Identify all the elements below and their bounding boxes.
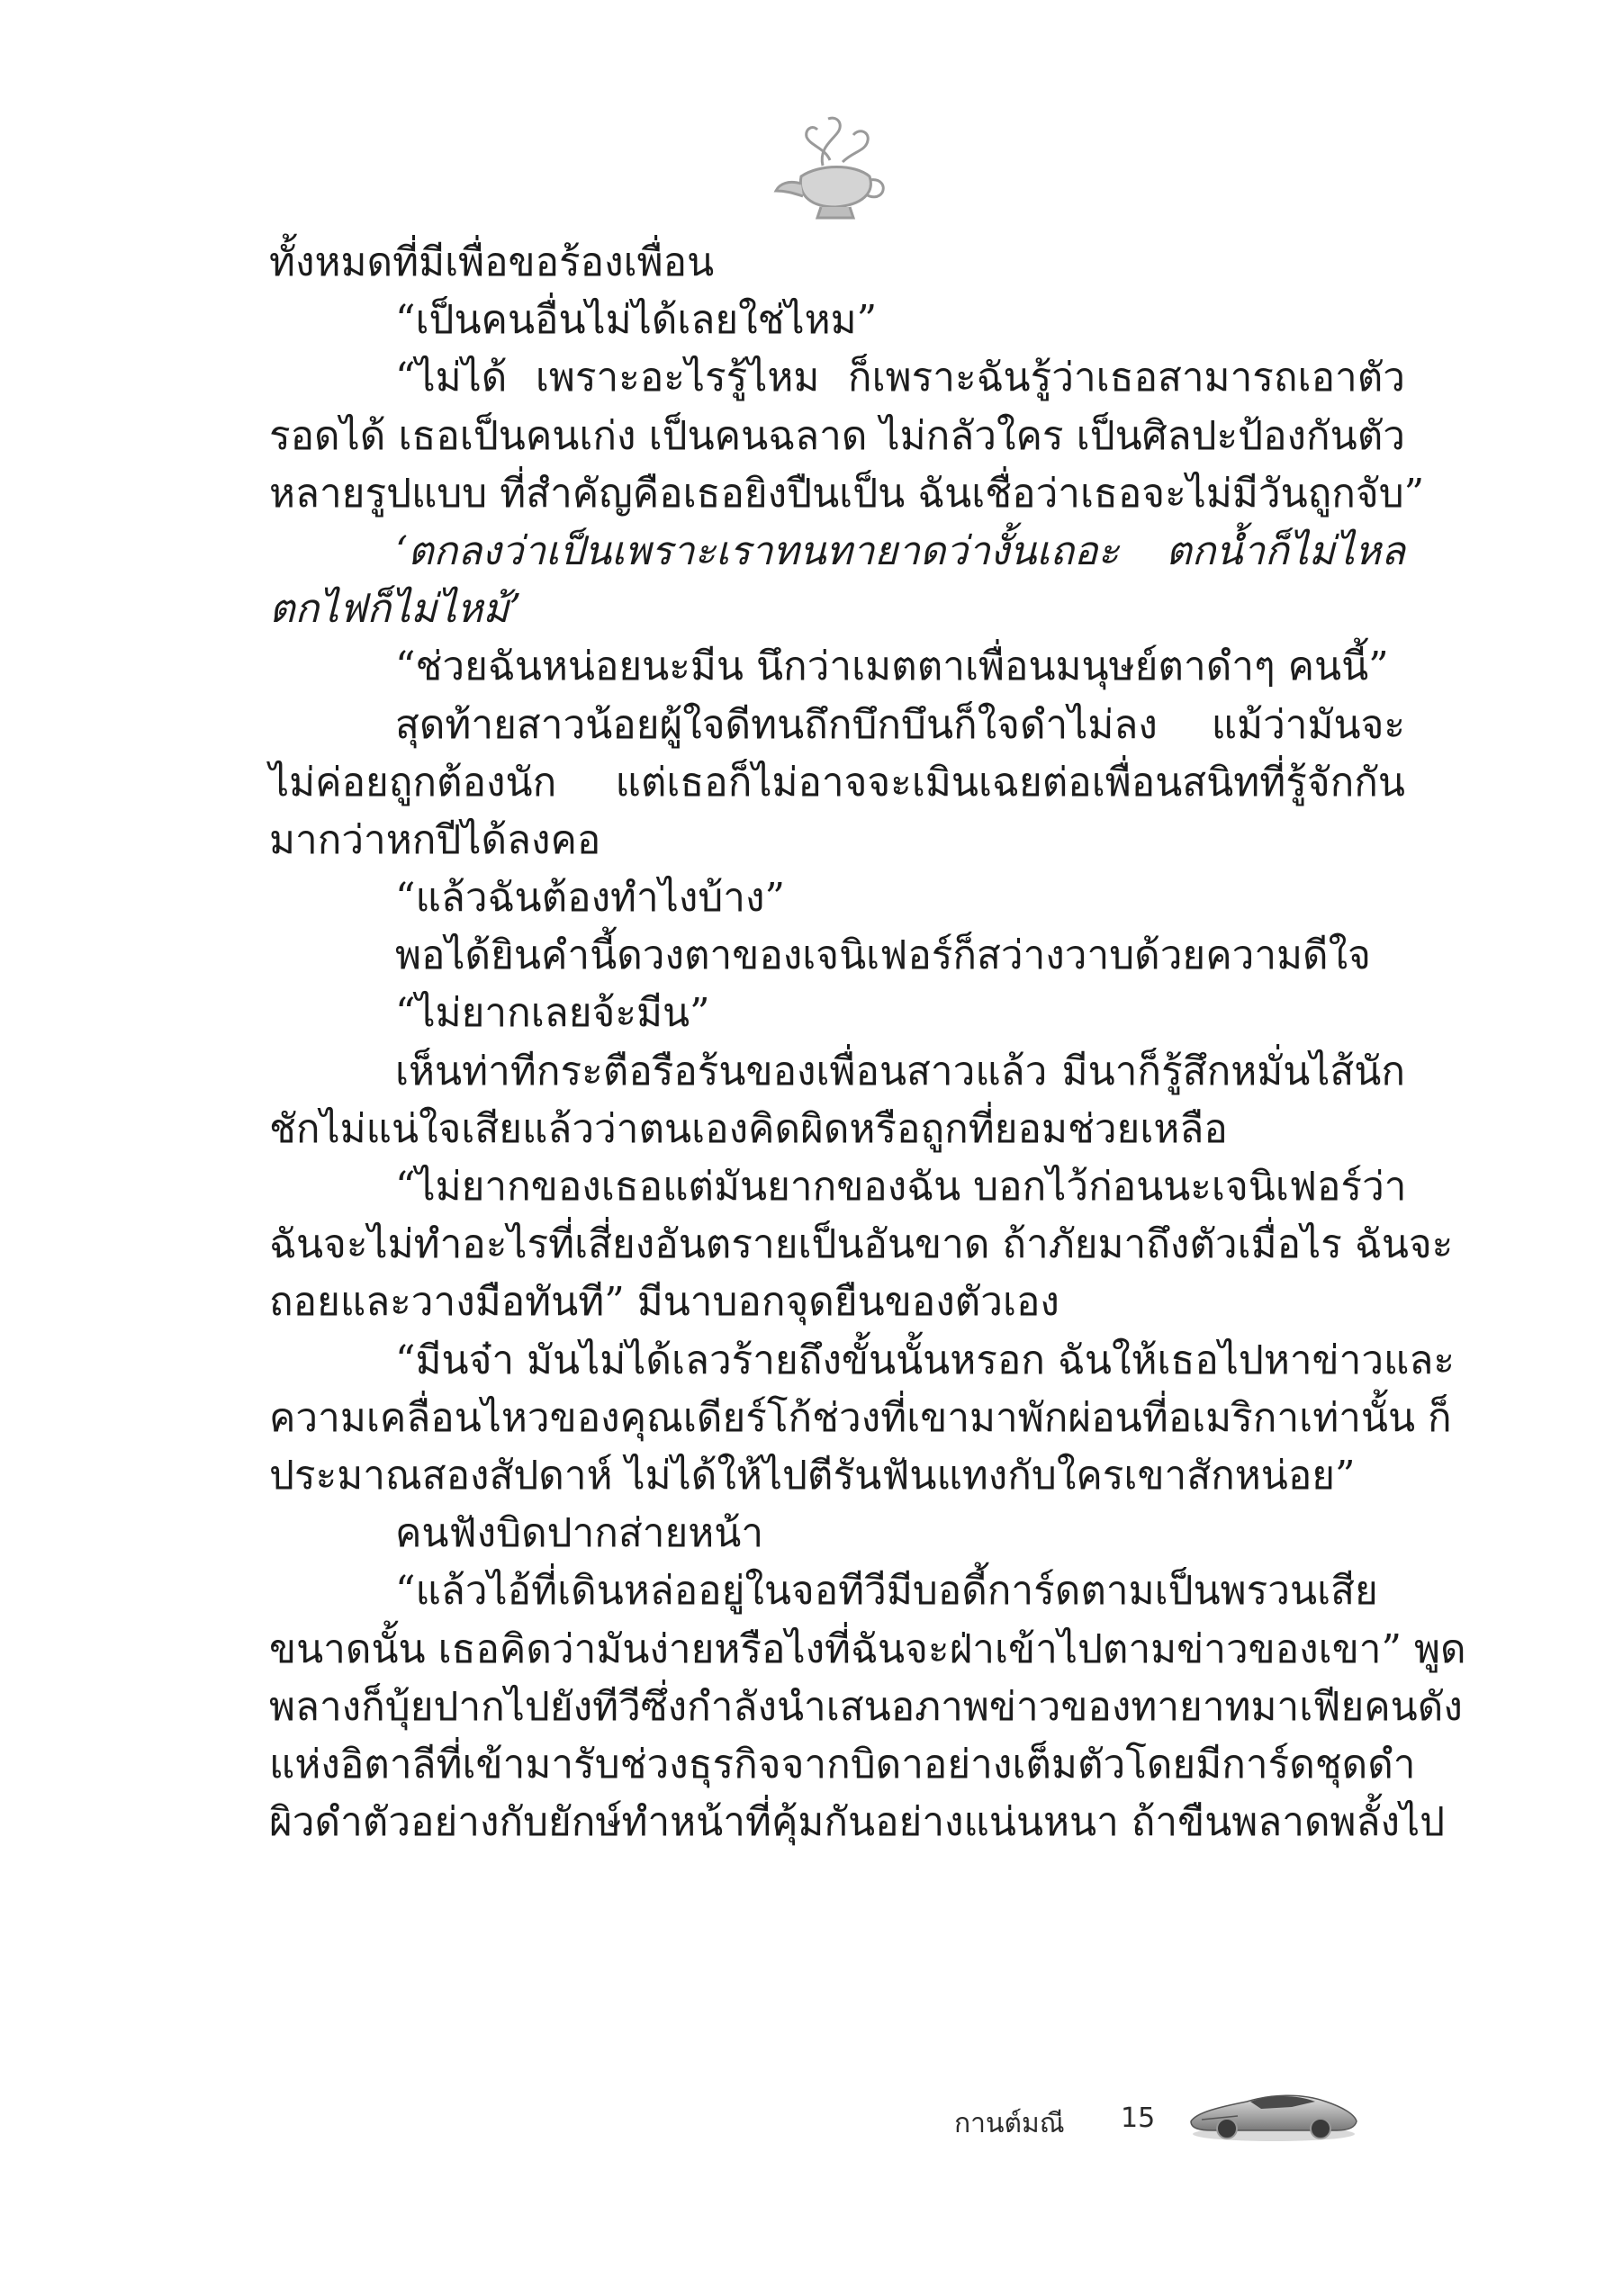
teapot-ornament-icon xyxy=(765,106,900,232)
text-line: ไม่ค่อยถูกต้องนัก แต่เธอก็ไม่อาจจะเมินเฉยต่อเพื่อนสนิทที่รู้จักกัน xyxy=(269,759,1405,806)
text-line: เห็นท่าทีกระตือรือร้นของเพื่อนสาวแล้ว มีนาก็รู้สึกหมั่นไส้นัก xyxy=(395,1048,1405,1094)
text-line: หลายรูปแบบ ที่สำคัญคือเธอยิงปืนเป็น ฉันเชื่อว่าเธอจะไม่มีวันถูกจับ” xyxy=(269,470,1425,517)
text-line: “มีนจ๋า มันไม่ได้เลวร้ายถึงขั้นนั้นหรอก ฉันให้เธอไปหาข่าวและ xyxy=(395,1337,1455,1383)
text-line: ตกไฟก็ไม่ไหม้’ xyxy=(269,586,522,633)
text-line: ผิวดำตัวอย่างกับยักษ์ทำหน้าที่คุ้มกันอย่างแน่นหนา ถ้าขืนพลาดพลั้งไป xyxy=(269,1799,1446,1846)
text-line: “ไม่ยากของเธอแต่มันยากของฉัน บอกไว้ก่อนนะเจนิเฟอร์ว่า xyxy=(395,1164,1407,1210)
text-line: สุดท้ายสาวน้อยผู้ใจดีทนถึกบึกบึนก็ใจดำไม่ลง แม้ว่ามันจะ xyxy=(395,701,1405,748)
text-line: พอได้ยินคำนี้ดวงตาของเจนิเฟอร์ก็สว่างวาบด้วยความดีใจ xyxy=(395,932,1371,979)
text-line: “ช่วยฉันหน่อยนะมีน นึกว่าเมตตาเพื่อนมนุษย์ตาดำๆ คนนี้” xyxy=(395,644,1389,690)
text-line: คนฟังบิดปากส่ายหน้า xyxy=(395,1510,764,1557)
text-line: แห่งอิตาลีที่เข้ามารับช่วงธุรกิจจากบิดาอย่างเต็มตัวโดยมีการ์ดชุดดำ xyxy=(269,1741,1416,1787)
text-line: “เป็นคนอื่นไม่ได้เลยใช่ไหม” xyxy=(395,297,878,344)
text-line: ถอยและวางมือทันที” มีนาบอกจุดยืนของตัวเอง xyxy=(269,1279,1059,1326)
text-line: “ไม่ยากเลยจ้ะมีน” xyxy=(395,990,710,1037)
text-line: ฉันจะไม่ทำอะไรที่เสี่ยงอันตรายเป็นอันขาด ถ้าภัยมาถึงตัวเมื่อไร ฉันจะ xyxy=(269,1221,1454,1268)
text-line: “แล้วฉันต้องทำไงบ้าง” xyxy=(395,875,785,922)
text-line: ‘ตกลงว่าเป็นเพราะเราทนทายาดว่างั้นเถอะ ตกน้ำก็ไม่ไหล xyxy=(395,527,1405,574)
text-line: พลางก็บุ้ยปากไปยังทีวีซึ่งกำลังนำเสนอภาพข่าวของทายาทมาเฟียคนดัง xyxy=(269,1683,1463,1730)
text-line: ขนาดนั้น เธอคิดว่ามันง่ายหรือไงที่ฉันจะฝ่าเข้าไปตามข่าวของเขา” พูด xyxy=(269,1625,1466,1672)
text-line: ประมาณสองสัปดาห์ ไม่ได้ให้ไปตีรันฟันแทงกับใครเขาสักหน่อย” xyxy=(269,1452,1356,1499)
text-line: ทั้งหมดที่มีเพื่อขอร้องเพื่อน xyxy=(269,239,715,285)
text-line: “ไม่ได้ เพราะอะไรรู้ไหม ก็เพราะฉันรู้ว่าเธอสามารถเอาตัว xyxy=(395,355,1405,401)
text-line: ชักไม่แน่ใจเสียแล้วว่าตนเองคิดผิดหรือถูกที่ยอมช่วยเหลือ xyxy=(269,1105,1228,1152)
sports-car-icon xyxy=(1184,2075,1364,2147)
text-line: “แล้วไอ้ที่เดินหล่ออยู่ในจอทีวีมีบอดี้การ์ดตามเป็นพรวนเสีย xyxy=(395,1568,1378,1615)
text-line: รอดได้ เธอเป็นคนเก่ง เป็นคนฉลาด ไม่กลัวใคร เป็นศิลปะป้องกันตัว xyxy=(269,412,1405,459)
book-title: กานต์มณี xyxy=(954,2108,1065,2139)
text-line: ความเคลื่อนไหวของคุณเดียร์โก้ช่วงที่เขามาพักผ่อนที่อเมริกาเท่านั้น ก็ xyxy=(269,1394,1452,1441)
body-text xyxy=(269,234,1466,1851)
text-line: มากว่าหกปีได้ลงคอ xyxy=(269,816,601,863)
page-number: 15 xyxy=(1121,2102,1156,2134)
